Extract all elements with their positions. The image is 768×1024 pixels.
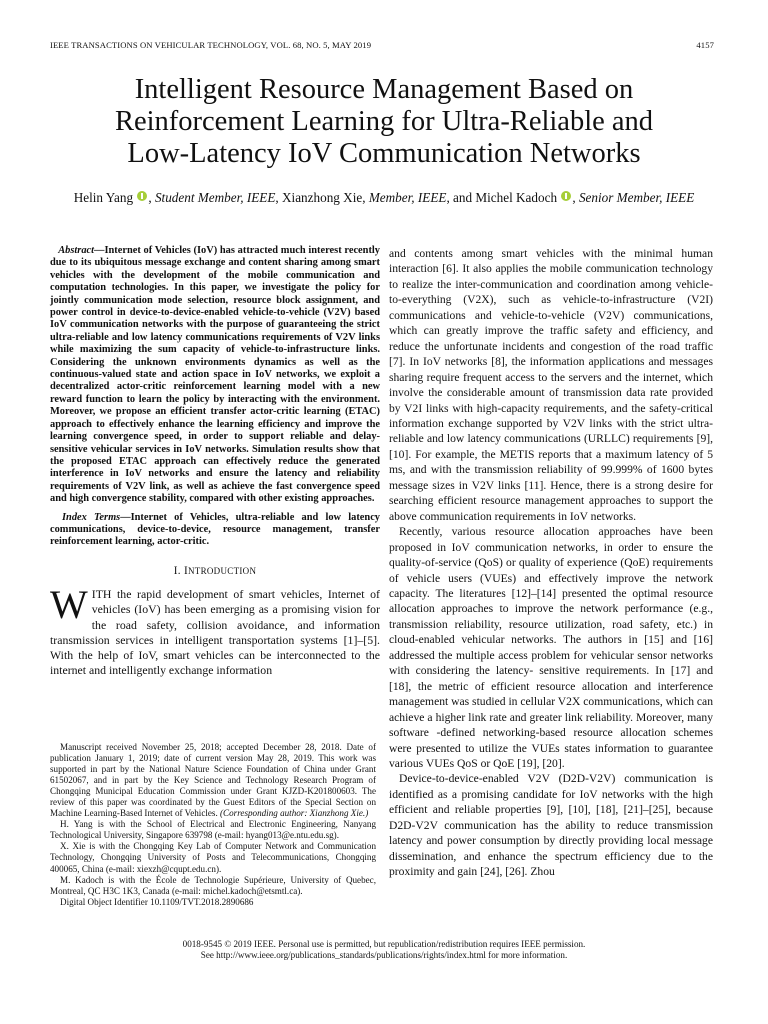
orcid-icon[interactable] [561, 191, 571, 201]
corresponding-author: (Corresponding author: Xianzhong Xie.) [220, 808, 369, 819]
author-name: and Michel Kadoch [453, 190, 558, 205]
drop-cap: W [50, 582, 88, 628]
intro-paragraph [50, 582, 380, 678]
title-line-2: Reinforcement Learning for Ultra-Reliable and [114, 106, 654, 137]
index-terms [50, 512, 380, 549]
footnote-affiliation: X. Xie is with the Chongqing Key Lab of Computer Network and Communication Technology, Chongqing University of Posts and Telecommunications, Chongqing 400065, China (e-mail: xiexzh@cqupt.edu.cn). [50, 841, 376, 874]
section-heading: I. INTRODUCTION [173, 564, 257, 577]
abstract-label: Abstract [58, 245, 95, 256]
footnote-doi: Digital Object Identifier 10.1109/TVT.2018.2890686 [60, 896, 254, 907]
footnotes [50, 742, 376, 908]
title-line-3: Low-Latency IoV Communication Networks [127, 138, 641, 169]
journal-name: IEEE TRANSACTIONS ON VEHICULAR TECHNOLOGY, VOL. 68, NO. 5, MAY 2019 [50, 40, 372, 50]
left-column [50, 245, 380, 678]
abstract [50, 245, 380, 506]
author-role: Member, IEEE [368, 190, 447, 205]
author-role: Student Member, IEEE [154, 190, 276, 205]
index-terms-label: Index Terms [62, 511, 121, 523]
author-role: Senior Member, IEEE [578, 190, 695, 205]
right-column [389, 246, 713, 880]
running-header [50, 40, 714, 54]
body-paragraph: Device-to-device-enabled V2V (D2D-V2V) communication is identified as a promising candidate for IoV networks with the high efficient and reliable properties [9], [10], [18], [21]–[25], because D2D-V2V communication has the ability to reduce transmission latency and power consumption by directly providing local message dissemination, and enhance the spectrum efficiency due to the proximity and gain [24], [26]. Zhou [389, 772, 713, 879]
author-name: Xianzhong Xie [282, 190, 363, 205]
body-paragraph: Recently, various resource allocation approaches have been proposed in IoV communication networks, in order to ensure the quality-of-service (QoS) or quality of experience (QoE) requirements of vehicle users (VUEs) and effectively improve the network capacity. The literatures [12]–[14] presented the optimal resource allocation approaches to improve the network performance (e.g., transmission reliability, resource utilization, road safety, etc.) in cloud-enabled vehicular networks. The authors in [15] and [16] addressed the multiple access problem for vehicular sensor networks with considering the latency- sensitive requirements. In [17] and [18], the metric of efficient resource allocation and interference management was studied in cellular V2X communications, which can achieve a higher link rate and greater link reliability. Moreover, many software -defined networking-based resource allocation schemes were presented to utilize the VUEs states information to guarantee various VUEs QoS or QoE [19], [20]. [389, 525, 714, 770]
footnote-affiliation: M. Kadoch is with the École de Technologie Supérieure, University of Quebec, Montreal, QC H3C 1K3, Canada (e-mail: michel.kadoch@etsmtl.ca). [50, 874, 376, 896]
body-paragraph: and contents among smart vehicles with the minimal human interaction [6]. It also applies the mobile communication technology to realize the inter-communication and coordination among vehicle-to-everything (V2X), such as vehicle-to-infrastructure (V2I) communications and vehicle-to-vehicle (V2V) communications, which can greatly improve the traffic safety and efficiency, and reduce the unfortunate incidents and congestion of the road traffic [7]. In IoV networks [8], the information applications and messages sharing require frequent access to the servers and the internet, which involve the considerable amount of transmission data rate provided by V2I links with high-capacity requirements, and the safety-critical information exchange supported by V2V links with the strict ultra-reliable and low latency communications (URLLC) requirements [9], [10]. For example, the METIS reports that a maximum latency of 5 ms, and with the transmission reliability of 99.999% of 1600 bytes message sizes in V2V links [11]. Hence, there is a strong desire for searching efficient resource management approaches to support the above communication requirements in IoV networks. [389, 247, 713, 523]
copyright-line: 0018-9545 © 2019 IEEE. Personal use is permitted, but republication/redistribution requires IEEE permission. [182, 939, 586, 949]
copyright-notice [40, 939, 728, 961]
author-name: Helin Yang [73, 190, 134, 205]
rights-link[interactable]: See http://www.ieee.org/publications_standards/publications/rights/index.html for more information. [200, 950, 568, 960]
orcid-icon[interactable] [137, 191, 147, 201]
page-number: 4157 [696, 40, 714, 50]
paper-title [40, 74, 728, 170]
index-terms-text: —Internet of Vehicles, ultra-reliable and low latency communications, device-to-device, resource management, transfer reinforcement learning, actor-critic. [50, 511, 380, 548]
intro-text: ITH the rapid development of smart vehicles, Internet of vehicles (IoV) has been emerging as a promising vision for the road safety, collision avoidance, and information transmission services in intelligent transportation systems [1]–[5]. With the help of IoV, smart vehicles can be interconnected to the internet and intelligently exchange information [50, 587, 380, 678]
footnote-received: Manuscript received November 25, 2018; accepted December 28, 2018. Date of publication January 1, 2019; date of current version May 28, 2019. This work was supported in part by the National Nature Science Foundation of China under Grant 61502067, and in part by the Key Science and Technology Research Program of Chongqing Municipal Education Commission under Grant KJZD-K201800603. The review of this paper was coordinated by the Guest Editors of the Special Section on Machine Learning-Based Internet of Vehicles. (Corresponding author: Xianzhong Xie.) [50, 742, 376, 819]
title-line-1: Intelligent Resource Management Based on [134, 74, 634, 105]
author-list: Helin Yang , Student Member, IEEE, Xianzhong Xie, Member, IEEE, and Michel Kadoch , Senior Member, IEEE [73, 190, 695, 205]
abstract-text: —Internet of Vehicles (IoV) has attracted much interest recently due to its ubiquitous message exchange and content sharing among smart vehicles with the development of the mobile communication and computation technologies. In this paper, we investigate the policy for jointly communication mode selection, resource block assignment, and power control in device-to-device-enabled vehicle-to-vehicle (V2V) based IoV communication networks with the purpose of guaranteeing the strict ultra-reliable and low latency communications requirements of V2V links while maximizing the sum capacity of vehicle-to-infrastructure links. Considering the unknown environments dynamics as well as the continuous-valued state and action space in IoV networks, we exploit a decentralized actor-critic reinforcement learning model with a new reward function to learn the policy by interacting with the environment. Moreover, we propose an efficient transfer actor-critic learning (ETAC) approach to effectively enhance the learning efficiency and improve the learning convergence speed, in order to support reliable and delay-sensitive vehicular services in IoV networks. Simulation results show that the proposed ETAC approach can effectively reduce the generated interference in IoV networks and ensure the latency and reliability requirements of V2V link, as well as achieve the fast convergence speed and high convergence stability, compared with other existing approaches. [50, 245, 380, 505]
footnote-affiliation: H. Yang is with the School of Electrical and Electronic Engineering, Nanyang Technological University, Singapore 639798 (e-mail: hyang013@e.ntu.edu.sg). [50, 819, 376, 841]
